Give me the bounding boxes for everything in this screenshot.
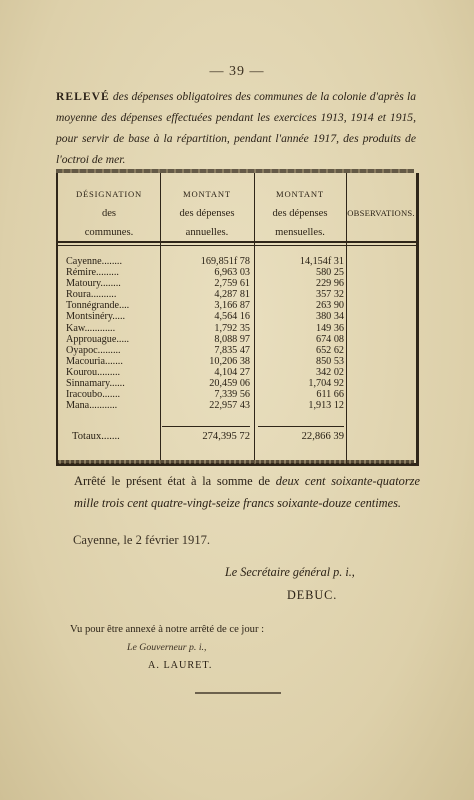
monthly-amount-cell: 14,154f 31	[299, 256, 344, 267]
table-row	[58, 256, 416, 267]
commune-cell: Cayenne........	[66, 256, 123, 267]
closing-text: Arrêté le présent état à la somme de	[74, 474, 271, 488]
monthly-amount-cell: 229 96	[315, 278, 344, 290]
table-row	[58, 267, 416, 278]
monthly-amount-cell: 652 62	[315, 344, 344, 356]
intro-text: des dépenses obligatoires des communes de la colonie d'après la moyenne des dépenses effectuées pendant les exercices 1913, 1914 et 1915, pour servir de base à la répartition, pendant l'année 1917, des produits de l'octroi de mer.	[56, 90, 416, 166]
commune-cell: Oyapoc.........	[66, 344, 121, 356]
monthly-amount-cell: 580 25	[315, 267, 344, 279]
end-rule	[195, 692, 281, 694]
annual-amount-cell: 2,759 61	[214, 278, 250, 290]
annual-amount-cell: 4,287 81	[214, 289, 250, 301]
monthly-amount-cell: 380 34	[315, 311, 344, 323]
annual-amount-cell: 3,166 87	[214, 300, 250, 312]
table-row	[58, 278, 416, 289]
sum-rule	[162, 426, 250, 427]
annual-amount-cell: 1,792 35	[214, 322, 250, 334]
commune-cell: Roura..........	[66, 289, 117, 301]
monthly-amount-cell: 611 66	[316, 389, 344, 401]
monthly-amount-cell: 263 90	[315, 300, 344, 312]
table-row	[58, 300, 416, 311]
header-rule	[58, 245, 416, 246]
monthly-amount-cell: 149 36	[315, 322, 344, 334]
totals-monthly: 22,866 39	[301, 431, 344, 442]
monthly-amount-cell: 1,704 92	[308, 378, 344, 390]
table-row	[58, 323, 416, 334]
table-row	[58, 400, 416, 411]
commune-cell: Mana...........	[66, 400, 118, 412]
commune-cell: Kourou.........	[66, 366, 121, 378]
annual-amount-cell: 169,851f 78	[200, 256, 250, 267]
commune-cell: Rémire.........	[66, 267, 119, 279]
commune-cell: Approuague.....	[66, 333, 130, 345]
place-date: Cayenne, le 2 février 1917.	[73, 533, 211, 547]
annual-amount-cell: 10,206 38	[209, 355, 250, 367]
monthly-amount-cell: 342 02	[315, 366, 344, 378]
commune-cell: Kaw............	[66, 322, 116, 334]
annual-amount-cell: 22,957 43	[209, 400, 250, 412]
commune-cell: Montsinéry.....	[66, 311, 126, 323]
secretary-name: DEBUC.	[287, 588, 338, 602]
annual-amount-cell: 6,963 03	[214, 267, 250, 279]
table-row	[58, 311, 416, 322]
monthly-amount-cell: 357 32	[315, 289, 344, 301]
header-monthly: MONTANT des dépenses mensuelles.	[272, 189, 328, 238]
secretary-title: Le Secrétaire général p. i.,	[225, 565, 355, 579]
header-annual: MONTANT des dépenses annuelles.	[179, 189, 235, 238]
table-row	[58, 356, 416, 367]
annual-amount-cell: 4,104 27	[214, 366, 250, 378]
intro-heading: RELEVÉ	[56, 90, 110, 103]
annual-amount-cell: 7,339 56	[214, 389, 250, 401]
totals-label: Totaux.......	[72, 431, 120, 442]
table-row	[58, 389, 416, 400]
closing-amount-words: deux cent soixante-quatorze mille trois cent quatre-vingt-seize francs soixante-douze centimes.	[74, 474, 420, 510]
totals-annual: 274,395 72	[202, 431, 250, 442]
commune-cell: Iracoubo.......	[66, 389, 121, 401]
annual-amount-cell: 4,564 16	[214, 311, 250, 323]
sum-rule	[258, 426, 344, 427]
commune-cell: Tonnégrande....	[66, 300, 130, 312]
page-number: — 39 —	[209, 64, 265, 79]
table-row	[58, 378, 416, 389]
table-row	[58, 367, 416, 378]
monthly-amount-cell: 1,913 12	[308, 400, 344, 412]
header-observations: OBSERVATIONS.	[347, 208, 415, 218]
governor-name: A. LAURET.	[148, 660, 213, 671]
table-body	[58, 256, 416, 411]
closing-paragraph	[74, 470, 420, 514]
commune-cell: Macouria.......	[66, 355, 123, 367]
intro-paragraph	[56, 86, 416, 170]
annual-amount-cell: 7,835 47	[214, 344, 250, 356]
annual-amount-cell: 20,459 06	[209, 378, 250, 390]
commune-cell: Matoury........	[66, 278, 121, 290]
table-row	[58, 334, 416, 345]
governor-title: Le Gouverneur p. i.,	[127, 642, 207, 653]
table-row	[58, 289, 416, 300]
commune-cell: Sinnamary......	[66, 378, 125, 390]
table-row	[58, 345, 416, 356]
approval-text: Vu pour être annexé à notre arrêté de ce jour :	[70, 624, 265, 635]
expenses-table	[56, 173, 419, 466]
bottom-decorative-rule	[56, 460, 414, 464]
monthly-amount-cell: 674 08	[315, 333, 344, 345]
monthly-amount-cell: 850 53	[315, 355, 344, 367]
annual-amount-cell: 8,088 97	[214, 333, 250, 345]
header-designation: DÉSIGNATION des communes.	[75, 189, 143, 238]
